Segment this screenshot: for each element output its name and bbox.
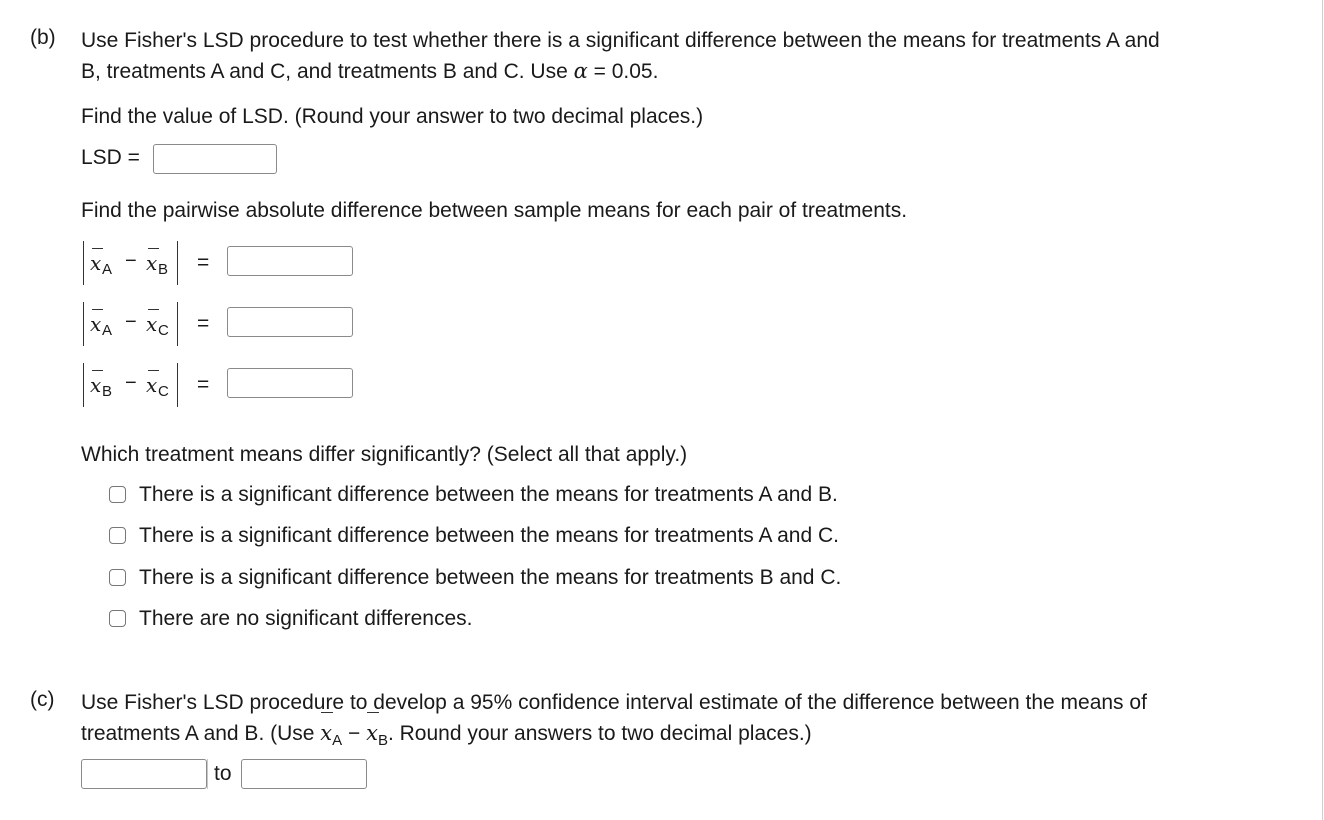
part-c-label: (c) — [30, 688, 55, 711]
sub-b: B — [377, 732, 388, 749]
checkbox[interactable] — [109, 569, 126, 586]
x-symbol: x — [366, 721, 378, 745]
diff-a-b-expression — [83, 241, 183, 285]
option-label: There are no significant differences. — [139, 607, 473, 630]
x-symbol: x — [320, 721, 333, 745]
xbar-b: x — [90, 373, 102, 397]
part-c-line2-prefix: treatments A and B. (Use — [81, 722, 321, 745]
part-c-line1: Use Fisher's LSD procedure to develop a 95% confidence interval estimate of the difference between the means of — [81, 691, 1147, 714]
part-b — [30, 26, 1315, 87]
minus-sign: − — [125, 372, 137, 394]
lsd-prompt: Find the value of LSD. (Round your answer to two decimal places.) — [81, 105, 704, 128]
abs-bar-left — [83, 241, 84, 285]
sub-b: B — [102, 383, 113, 400]
sub-c: C — [158, 383, 169, 400]
diff-b-c-input[interactable] — [227, 368, 353, 398]
diff-a-c-input[interactable] — [227, 307, 353, 337]
xbar-c: x — [146, 312, 158, 336]
minus-sign: − — [125, 250, 137, 272]
option-label: There is a significant difference between the means for treatments B and C. — [139, 566, 842, 589]
xbar-c: x — [146, 373, 158, 397]
diff-b-c-expression — [83, 363, 183, 407]
lsd-input[interactable] — [153, 144, 277, 174]
sub-c: C — [158, 322, 169, 339]
alpha-value: = 0.05. — [587, 60, 659, 83]
checkbox[interactable] — [109, 486, 126, 503]
option-label: There is a significant difference between the means for treatments A and B. — [139, 483, 838, 506]
equals-sign: = — [197, 373, 210, 396]
abs-bar-left — [83, 302, 84, 346]
xbar-a: x — [90, 312, 102, 336]
part-c-line2 — [81, 718, 1315, 756]
equals-sign: = — [197, 312, 210, 335]
part-c-line2-suffix: . Round your answers to two decimal places.) — [387, 722, 812, 745]
abs-bar-right — [177, 363, 178, 407]
xbar-a: x — [90, 251, 102, 275]
sub-a: A — [332, 732, 343, 749]
abs-bar-right — [177, 241, 178, 285]
sub-a: A — [102, 261, 113, 278]
abs-bar-right — [177, 302, 178, 346]
sub-a: A — [102, 322, 113, 339]
to-label: to — [207, 759, 232, 789]
xbar-b: x — [146, 251, 158, 275]
ci-lower-input[interactable] — [81, 759, 207, 789]
sub-b: B — [158, 261, 169, 278]
checkbox[interactable] — [109, 527, 126, 544]
part-b-intro-line2 — [81, 56, 1315, 87]
lsd-label: LSD = — [81, 146, 140, 169]
checkbox[interactable] — [109, 610, 126, 627]
part-b-intro-line2-prefix: B, treatments A and C, and treatments B and C. Use — [81, 60, 574, 83]
pairwise-prompt: Find the pairwise absolute difference between sample means for each pair of treatments. — [81, 199, 908, 222]
which-prompt: Which treatment means differ significantly? (Select all that apply.) — [81, 443, 688, 466]
alpha-symbol: α — [573, 59, 588, 83]
part-c — [30, 688, 1315, 756]
equals-sign: = — [197, 251, 210, 274]
ci-upper-input[interactable] — [241, 759, 367, 789]
xbar-a-inline — [320, 718, 332, 748]
part-b-label: (b) — [30, 26, 56, 49]
abs-bar-left — [83, 363, 84, 407]
diff-a-c-expression — [83, 302, 183, 346]
minus-sign: − — [342, 722, 367, 745]
option-label: There is a significant difference between the means for treatments A and C. — [139, 524, 840, 547]
diff-a-b-input[interactable] — [227, 246, 353, 276]
part-b-intro-line1: Use Fisher's LSD procedure to test whether there is a significant difference between the means for treatments A and — [81, 29, 1160, 52]
xbar-b-inline — [366, 718, 378, 748]
minus-sign: − — [125, 311, 137, 333]
